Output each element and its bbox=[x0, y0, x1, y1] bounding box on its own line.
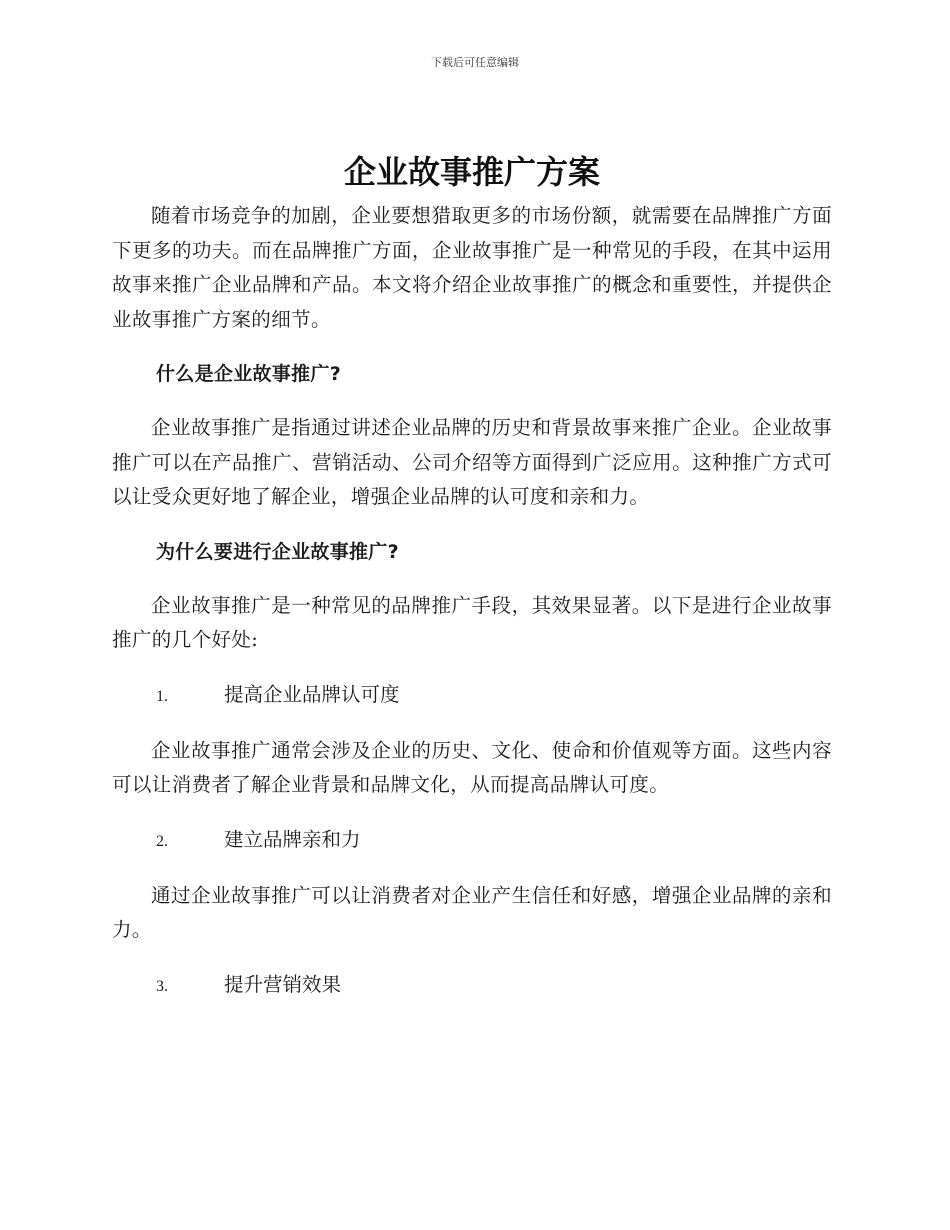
document-body bbox=[112, 148, 832, 1004]
document-title: 企业故事推广方案 bbox=[343, 153, 600, 191]
list-label: 建立品牌亲和力 bbox=[224, 827, 361, 851]
list-label: 提高企业品牌认可度 bbox=[224, 682, 400, 706]
list-item-1 bbox=[112, 678, 832, 714]
list-number: 2. bbox=[156, 832, 168, 850]
list-item-3 bbox=[112, 968, 832, 1004]
list-item-1-paragraph: 企业故事推广通常会涉及企业的历史、文化、使命和价值观等方面。这些内容可以让消费者了解企业背景和品牌文化，从而提高品牌认可度。 bbox=[112, 738, 832, 796]
header-note: 下载后可任意编辑 bbox=[431, 56, 519, 69]
section-paragraph-why: 企业故事推广是一种常见的品牌推广手段，其效果显著。以下是进行企业故事推广的几个好处: bbox=[112, 593, 832, 651]
intro-paragraph: 随着市场竞争的加剧，企业要想猎取更多的市场份额，就需要在品牌推广方面下更多的功夫。而在品牌推广方面，企业故事推广是一种常见的手段，在其中运用故事来推广企业品牌和产品。本文将介绍企业故事推广的概念和重要性，并提供企业故事推广方案的细节。 bbox=[112, 204, 832, 331]
list-label: 提升营销效果 bbox=[224, 972, 342, 996]
section-paragraph-what: 企业故事推广是指通过讲述企业品牌的历史和背景故事来推广企业。企业故事推广可以在产品推广、营销活动、公司介绍等方面得到广泛应用。这种推广方式可以让受众更好地了解企业，增强企业品牌的认可度和亲和力。 bbox=[112, 416, 832, 508]
list-item-2-paragraph: 通过企业故事推广可以让消费者对企业产生信任和好感，增强企业品牌的亲和力。 bbox=[112, 883, 832, 941]
list-item-2 bbox=[112, 823, 832, 859]
list-number: 1. bbox=[156, 687, 168, 705]
section-heading-why: 为什么要进行企业故事推广? bbox=[156, 540, 399, 563]
section-heading-what: 什么是企业故事推广? bbox=[156, 363, 342, 385]
list-number: 3. bbox=[156, 977, 168, 995]
